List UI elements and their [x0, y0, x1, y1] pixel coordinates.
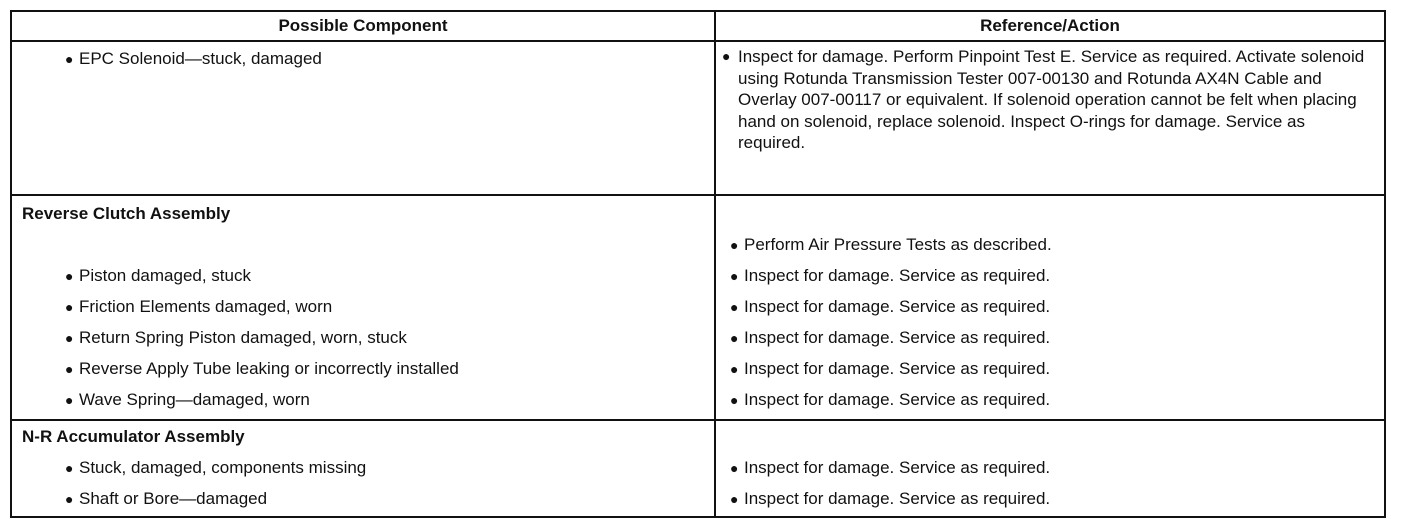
- bullet-icon: ●: [65, 460, 74, 476]
- table-row-epc-solenoid: [11, 41, 1385, 195]
- component-cell: [11, 420, 715, 517]
- bullet-icon: ●: [730, 361, 739, 377]
- component-cell: [11, 41, 715, 195]
- component-cell: [11, 195, 715, 420]
- bullet-icon: ●: [730, 268, 739, 284]
- action-cell: [715, 420, 1385, 517]
- action-text: Inspect for damage. Service as required.: [744, 297, 1051, 316]
- bullet-icon: ●: [65, 330, 74, 346]
- component-item: [20, 483, 706, 514]
- header-reference-action: Reference/Action: [715, 11, 1385, 41]
- component-item: [20, 46, 706, 72]
- diagnostic-table-sheet: [10, 10, 1384, 518]
- action-item: [724, 291, 1376, 322]
- header-row: [11, 11, 1385, 41]
- component-text: EPC Solenoid—stuck, damaged: [79, 49, 322, 68]
- table-row-nr-accumulator: [11, 420, 1385, 517]
- component-item: [20, 353, 706, 384]
- group-title: N-R Accumulator Assembly: [22, 427, 245, 446]
- bullet-icon: ●: [730, 460, 739, 476]
- action-cell: [715, 195, 1385, 420]
- group-title: Reverse Clutch Assembly: [22, 204, 231, 223]
- bullet-icon: ●: [730, 330, 739, 346]
- action-text: Perform Air Pressure Tests as described.: [744, 235, 1052, 254]
- component-item: [20, 291, 706, 322]
- action-text: Inspect for damage. Service as required.: [744, 266, 1051, 285]
- component-item: [20, 452, 706, 483]
- component-text: Reverse Apply Tube leaking or incorrectly installed: [79, 359, 459, 378]
- action-text: Inspect for damage. Service as required.: [744, 489, 1051, 508]
- header-possible-component: Possible Component: [11, 11, 715, 41]
- action-item: [724, 384, 1376, 415]
- bullet-icon: ●: [65, 491, 74, 507]
- action-cell: [715, 41, 1385, 195]
- bullet-icon: ●: [65, 51, 74, 67]
- component-item: [20, 322, 706, 353]
- bullet-icon: ●: [730, 392, 739, 408]
- component-text: Friction Elements damaged, worn: [79, 297, 333, 316]
- bullet-icon: ●: [65, 268, 74, 284]
- action-item: [724, 322, 1376, 353]
- action-item: [724, 229, 1376, 260]
- bullet-icon: ●: [65, 361, 74, 377]
- component-text: Wave Spring—damaged, worn: [79, 390, 310, 409]
- action-text: Inspect for damage. Service as required.: [744, 359, 1051, 378]
- action-item: [724, 452, 1376, 483]
- bullet-icon: ●: [730, 299, 739, 315]
- component-item: [20, 260, 706, 291]
- action-text: Inspect for damage. Service as required.: [744, 458, 1051, 477]
- bullet-icon: ●: [730, 491, 739, 507]
- component-text: Stuck, damaged, components missing: [79, 458, 367, 477]
- action-paragraph: [716, 42, 1384, 158]
- action-item: [724, 353, 1376, 384]
- bullet-icon: ●: [722, 48, 731, 64]
- component-text: Return Spring Piston damaged, worn, stuck: [79, 328, 407, 347]
- component-item: [20, 384, 706, 415]
- component-text: Shaft or Bore—damaged: [79, 489, 268, 508]
- action-text: Inspect for damage. Service as required.: [744, 390, 1051, 409]
- diagnostic-table: [10, 10, 1386, 518]
- bullet-icon: ●: [65, 392, 74, 408]
- action-item: [724, 260, 1376, 291]
- action-item: [724, 483, 1376, 514]
- action-text: Inspect for damage. Service as required.: [744, 328, 1051, 347]
- bullet-icon: ●: [65, 299, 74, 315]
- bullet-icon: ●: [730, 237, 739, 253]
- component-text: Piston damaged, stuck: [79, 266, 251, 285]
- action-text: Inspect for damage. Perform Pinpoint Test E. Service as required. Activate solenoid using Rotunda Transmission Tester 007-00130 and Rotunda AX4N Cable and Overlay 007-00117 or equivalent. If solenoid operation cannot be felt when placing hand on solenoid, replace solenoid. Inspect O-rings for damage. Service as required.: [738, 47, 1365, 152]
- table-row-reverse-clutch: [11, 195, 1385, 420]
